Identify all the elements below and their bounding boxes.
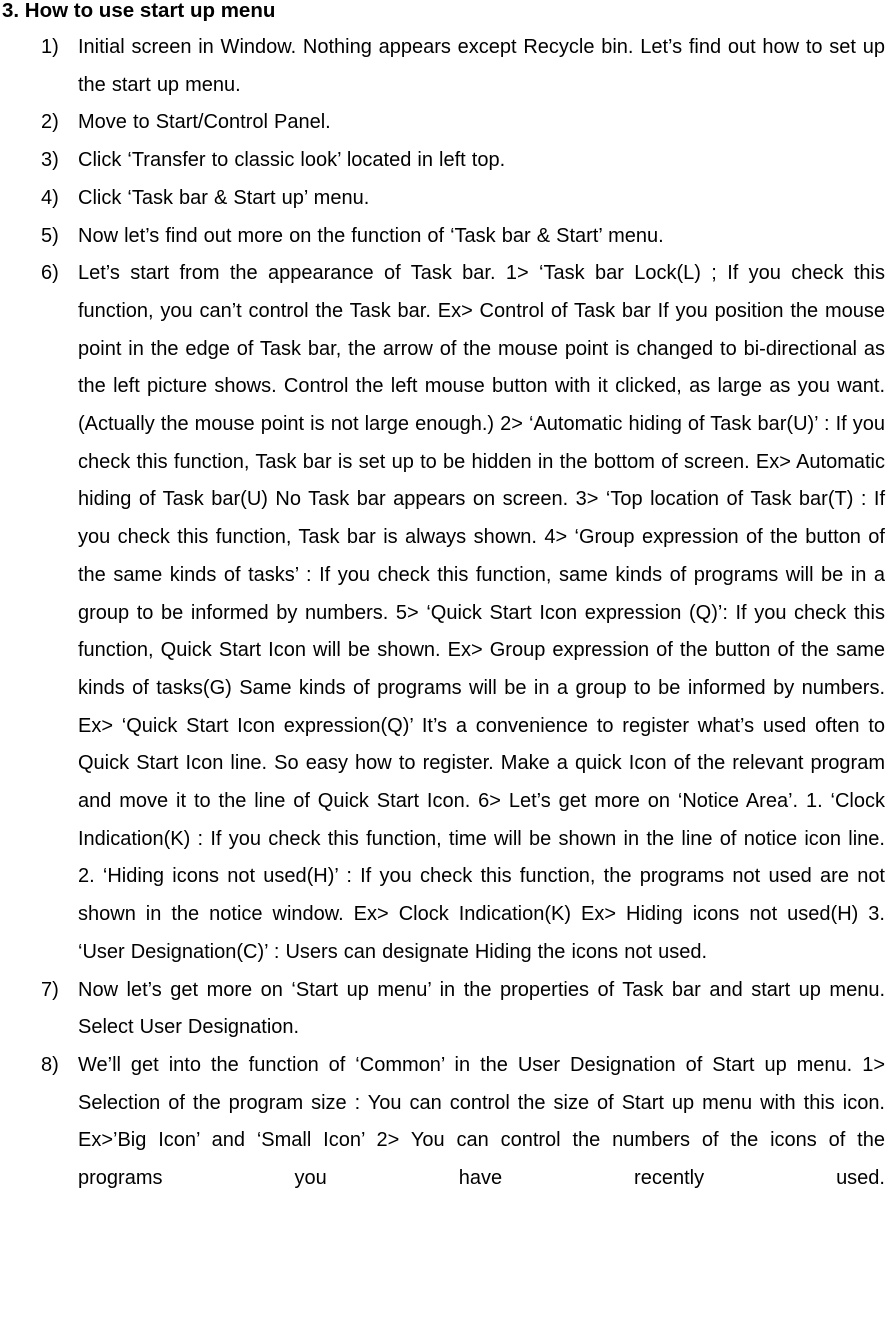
- step-item: [0, 1047, 885, 1198]
- step-number: 8): [41, 1053, 59, 1076]
- step-text: Initial screen in Window. Nothing appears except Recycle bin. Let’s find out how to set up the start up menu.: [78, 36, 885, 96]
- step-text: We’ll get into the function of ‘Common’ in the User Designation of Start up menu. 1> Selection of the program size : You can control the size of Start up menu with this icon. Ex>’Big Icon’ and ‘Small Icon’ 2> You can control the numbers of the icons of the programs you have recently used.: [78, 1053, 885, 1190]
- step-item: [0, 255, 885, 971]
- step-item: [0, 104, 885, 142]
- step-item: [0, 180, 885, 218]
- step-item: [0, 29, 885, 104]
- section-heading: 3. How to use start up menu: [2, 0, 276, 22]
- step-item: [0, 972, 885, 1047]
- step-text: Click ‘Transfer to classic look’ located in left top.: [78, 149, 506, 172]
- step-number: 1): [41, 36, 59, 58]
- step-text: Click ‘Task bar & Start up’ menu.: [78, 186, 370, 209]
- step-number: 7): [41, 978, 59, 1001]
- step-item: [0, 142, 885, 180]
- step-item: [0, 218, 885, 256]
- step-number: 3): [41, 149, 59, 172]
- step-text: Now let’s find out more on the function of ‘Task bar & Start’ menu.: [78, 224, 664, 247]
- step-number: 5): [41, 224, 59, 247]
- step-number: 4): [41, 186, 59, 209]
- step-number: 2): [41, 111, 59, 134]
- step-text: Move to Start/Control Panel.: [78, 111, 331, 134]
- steps-list: [0, 29, 885, 1198]
- step-text: Let’s start from the appearance of Task bar. 1> ‘Task bar Lock(L) ; If you check this function, you can’t control the Task bar. Ex> Control of Task bar If you position the mouse point in the edge of Task bar, the arrow of the mouse point is changed to bi-directional as the left picture shows. Control the left mouse button with it clicked, as large as you want. (Actually the mouse point is not large enough.) 2> ‘Automatic hiding of Task bar(U)’ : If you check this function, Task bar is set up to be hidden in the bottom of screen. Ex> Automatic hiding of Task bar(U) No Task bar appears on screen. 3> ‘Top location of Task bar(T) : If you check this function, Task bar is always shown. 4> ‘Group expression of the button of the same kinds of tasks’ : If you check this function, same kinds of programs will be in a group to be informed by numbers. 5> ‘Quick Start Icon expression (Q)’: If you check this function, Quick Start Icon will be shown. Ex> Group expression of the button of the same kinds of tasks(G) Same kinds of programs will be in a group to be informed by numbers. Ex> ‘Quick Start Icon expression(Q)’ It’s a convenience to register what’s used often to Quick Start Icon line. So easy how to register. Make a quick Icon of the relevant program and move it to the line of Quick Start Icon. 6> Let’s get more on ‘Notice Area’. 1. ‘Clock Indication(K) : If you check this function, time will be shown in the line of notice icon line. 2. ‘Hiding icons not used(H)’ : If you check this function, the programs not used are not shown in the notice window. Ex> Clock Indication(K) Ex> Hiding icons not used(H) 3. ‘User Designation(C)’ : Users can designate Hiding the icons not used.: [78, 262, 885, 963]
- step-number: 6): [41, 262, 59, 285]
- step-text: Now let’s get more on ‘Start up menu’ in the properties of Task bar and start up menu. Select User Designation.: [78, 978, 885, 1039]
